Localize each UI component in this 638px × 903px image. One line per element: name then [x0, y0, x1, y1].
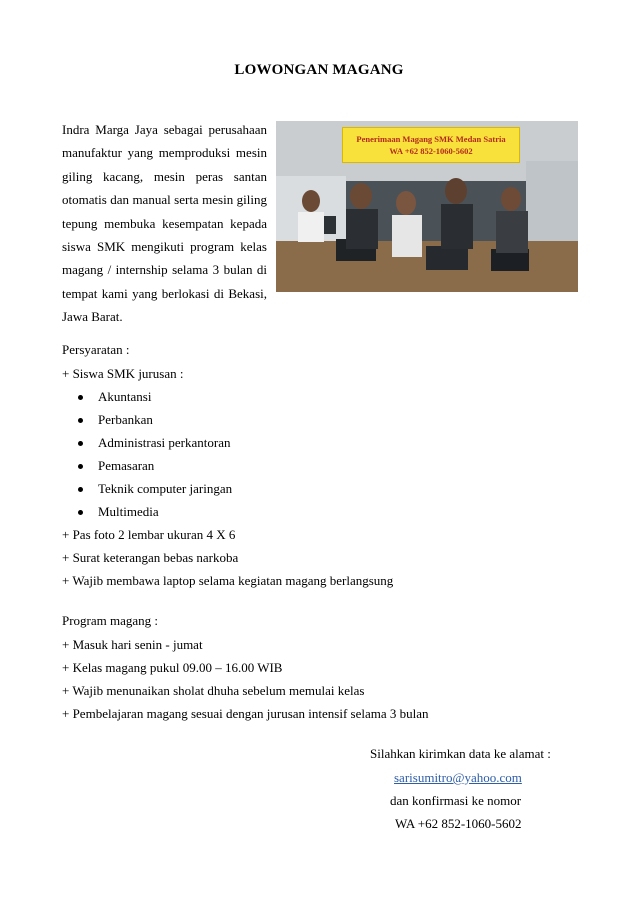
- major-item: Akuntansi: [78, 389, 151, 405]
- major-item: Pemasaran: [78, 458, 154, 474]
- program-item: + Wajib menunaikan sholat dhuha sebelum memulai kelas: [62, 683, 365, 698]
- intro-line: otomatis dan manual serta mesin giling: [62, 192, 267, 208]
- program-heading: Program magang :: [62, 613, 159, 628]
- program-item: + Masuk hari senin - jumat: [62, 637, 203, 652]
- contact-confirm: dan konfirmasi ke nomor: [390, 793, 522, 808]
- requirement-smk: + Siswa SMK jurusan :: [62, 366, 184, 381]
- bullet-icon: [78, 395, 83, 400]
- bullet-icon: [78, 464, 83, 469]
- banner-line: WA +62 852-1060-5602: [389, 146, 473, 156]
- major-item: Multimedia: [78, 504, 159, 520]
- contact-phone: WA +62 852-1060-5602: [395, 816, 522, 831]
- major-item: Perbankan: [78, 412, 153, 428]
- intro-line: tempat kami yang berlokasi di Bekasi,: [62, 285, 267, 301]
- intro-line: Indra Marga Jaya sebagai perusahaan: [62, 122, 267, 137]
- intro-line: manufaktur yang memproduksi mesin: [62, 145, 267, 161]
- intro-line: tepung membuka kesempatan kepada: [62, 215, 267, 231]
- requirements-heading: Persyaratan :: [62, 342, 130, 357]
- intro-line: giling kacang, mesin peras santan: [62, 168, 267, 184]
- intro-line: magang / internship selama 3 bulan di: [62, 262, 267, 278]
- bullet-icon: [78, 441, 83, 446]
- requirement-item: + Surat keterangan bebas narkoba: [62, 550, 239, 565]
- contact-intro: Silahkan kirimkan data ke alamat :: [370, 746, 551, 761]
- page-title: LOWONGAN MAGANG: [234, 62, 404, 78]
- intro-paragraph: [62, 118, 267, 329]
- major-item: Teknik computer jaringan: [78, 481, 232, 497]
- intro-line: Jawa Barat.: [62, 309, 123, 325]
- program-item: + Pembelajaran magang sesuai dengan jurusan intensif selama 3 bulan: [62, 706, 429, 721]
- photo-banner: [342, 127, 520, 163]
- program-item: + Kelas magang pukul 09.00 – 16.00 WIB: [62, 660, 283, 675]
- email-link[interactable]: sarisumitro@yahoo.com: [394, 770, 522, 785]
- requirement-item: + Pas foto 2 lembar ukuran 4 X 6: [62, 527, 236, 542]
- bullet-icon: [78, 418, 83, 423]
- intro-line: siswa SMK mengikuti program kelas: [62, 238, 267, 254]
- bullet-icon: [78, 510, 83, 515]
- bullet-icon: [78, 487, 83, 492]
- requirement-item: + Wajib membawa laptop selama kegiatan magang berlangsung: [62, 573, 394, 588]
- banner-line: Penerimaan Magang SMK Medan Satria: [356, 134, 506, 144]
- major-item: Administrasi perkantoran: [78, 435, 231, 451]
- internship-photo: [276, 121, 578, 292]
